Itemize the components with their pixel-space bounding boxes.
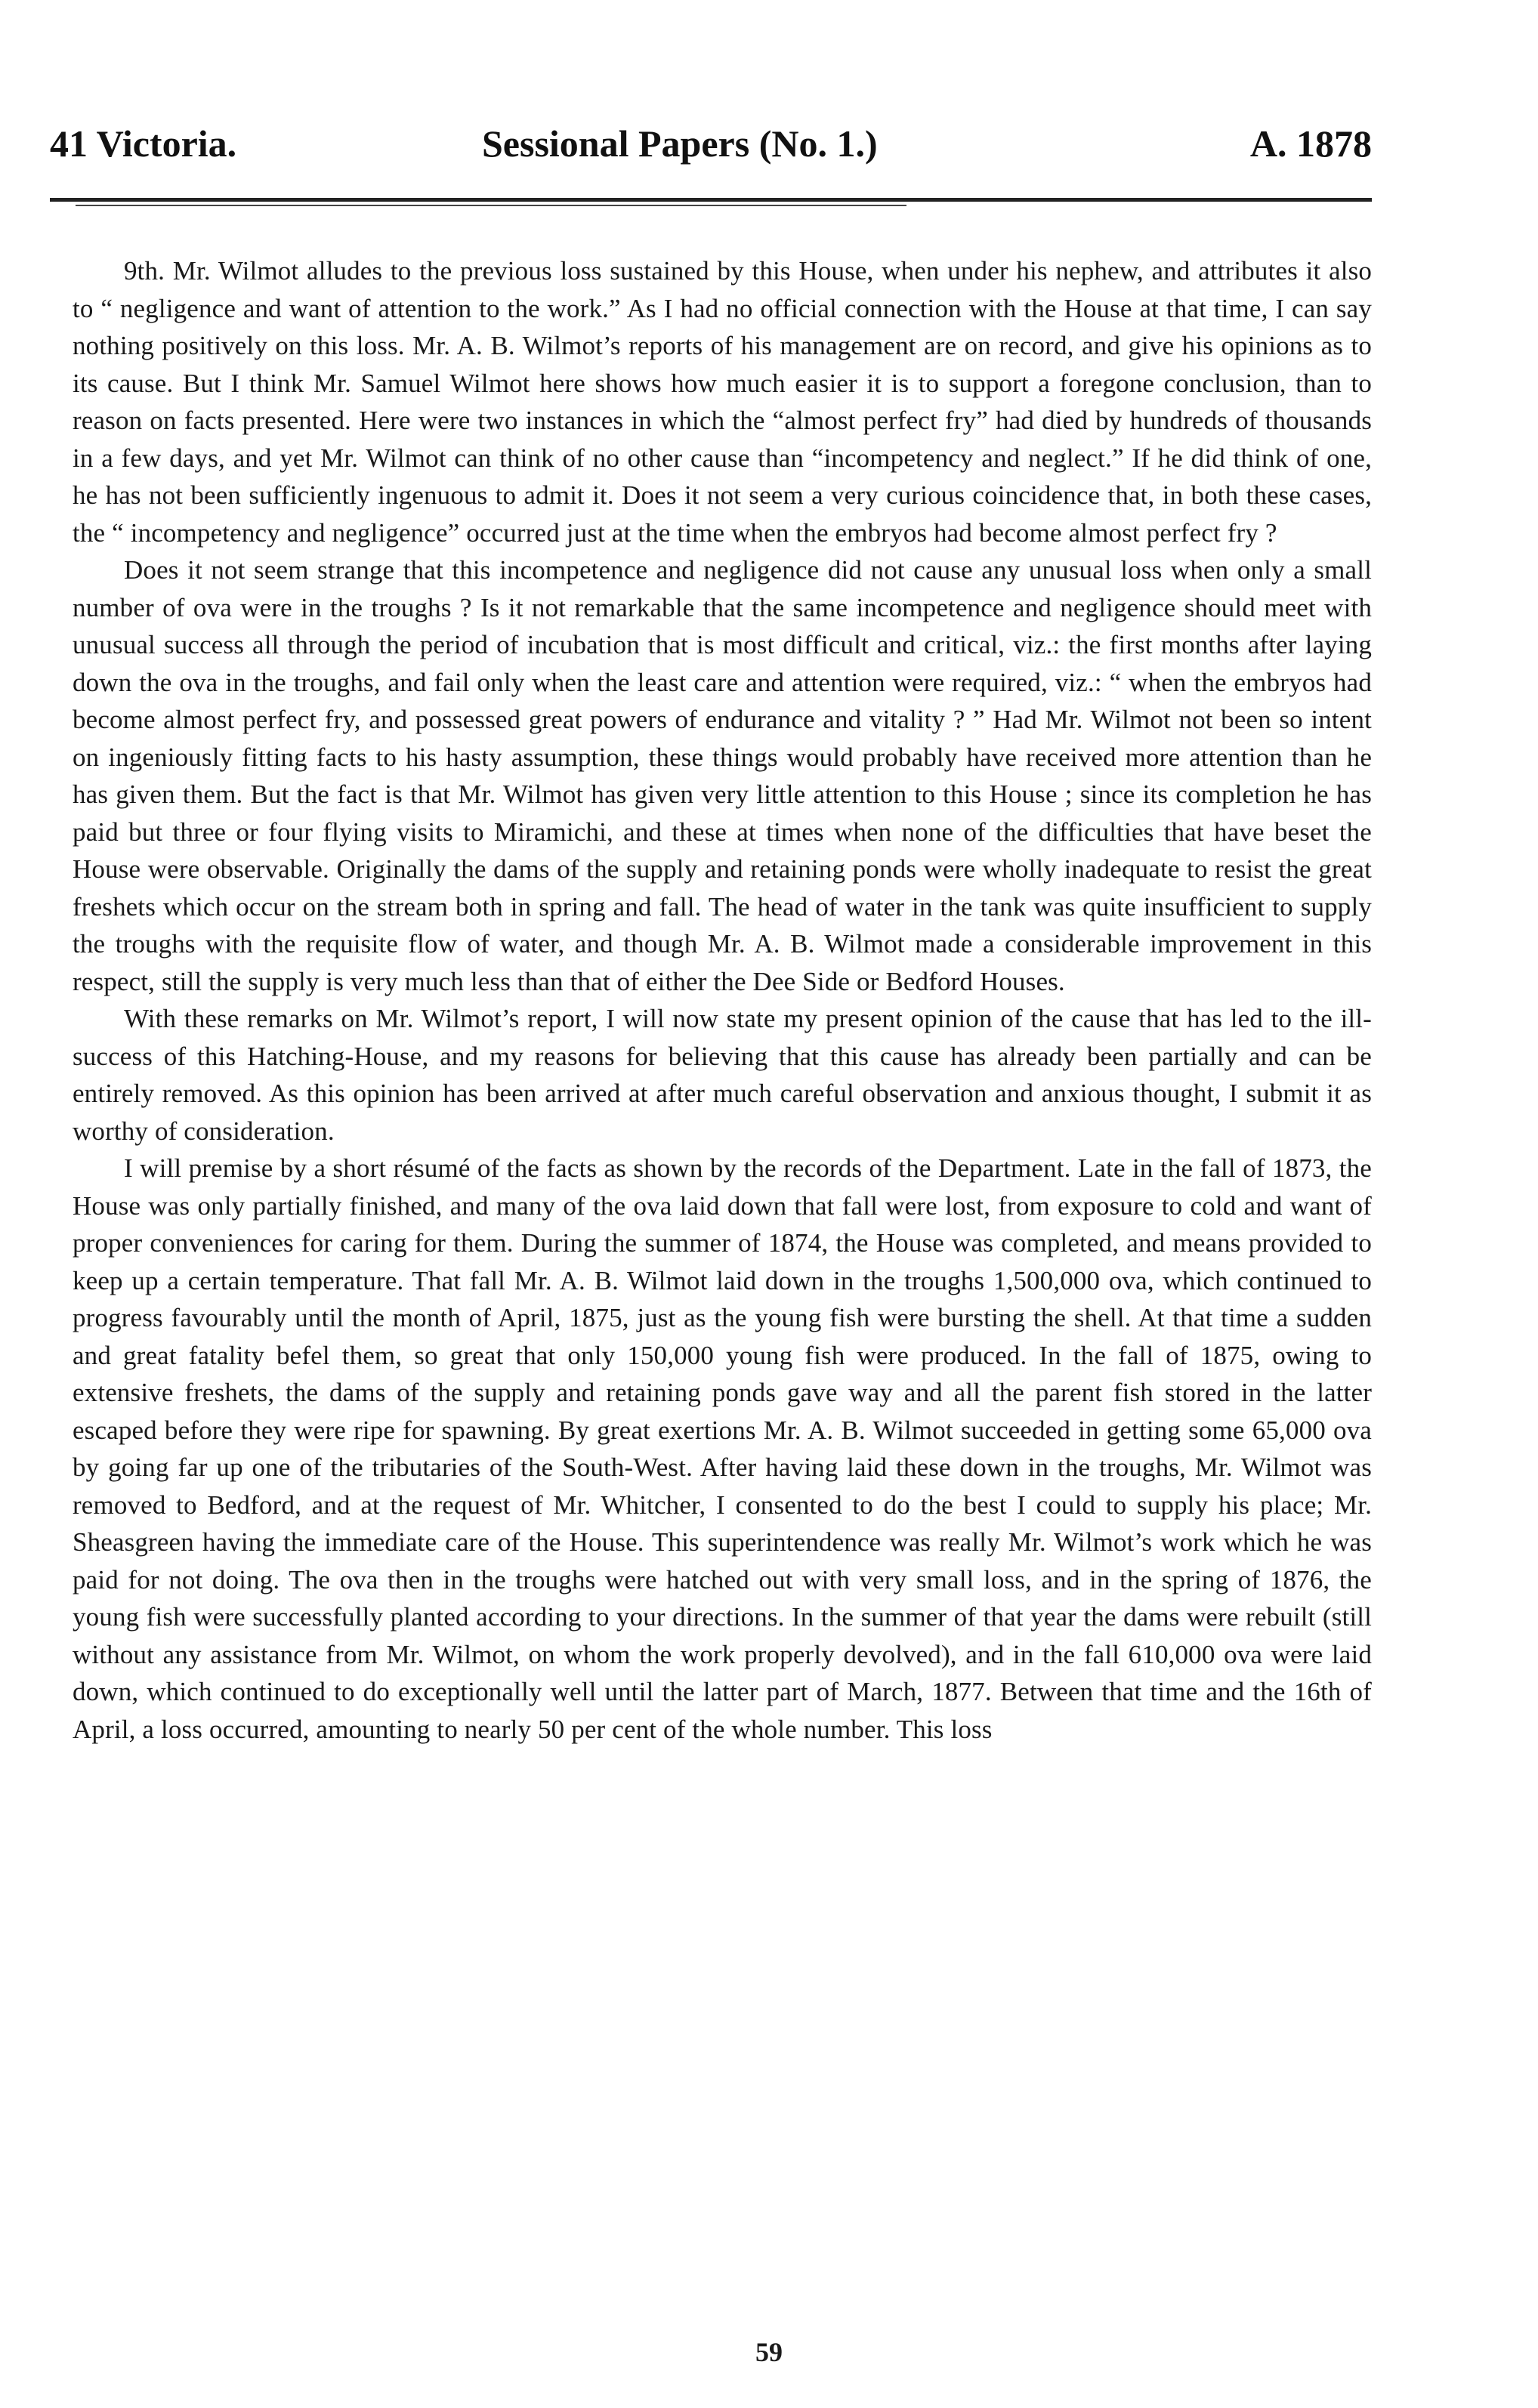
body-text [73, 252, 1372, 2322]
header-rule [50, 198, 1372, 202]
paragraph-3: With these remarks on Mr. Wilmot’s report, I will now state my present opinion of the cause that has led to the ill-success of this Hatching-House, and my reasons for believing that this cause has already been partially and can be entirely removed. As this opinion has been arrived at after much careful observation and anxious thought, I submit it as worthy of consideration. [73, 1004, 1372, 1146]
paragraph-1: 9th. Mr. Wilmot alludes to the previous loss sustained by this House, when under his nephew, and attributes it also to “ negligence and want of attention to the work.” As I had no official connection with the House at that time, I can say nothing positively on this loss. Mr. A. B. Wilmot’s reports of his management are on record, and give his opinions as to its cause. But I think Mr. Samuel Wilmot here shows how much easier it is to support a foregone conclusion, than to reason on facts presented. Here were two instances in which the “almost perfect fry” had died by hundreds of thousands in a few days, and yet Mr. Wilmot can think of no other cause than “incompetency and neglect.” If he did think of one, he has not been sufficiently ingenuous to admit it. Does it not seem a very curious coincidence that, in both these cases, the “ incompetency and negligence” occurred just at the time when the embryos had become almost perfect fry ? [73, 256, 1372, 548]
paragraph-4: I will premise by a short résumé of the facts as shown by the records of the Department. Late in the fall of 1873, the House was only partially finished, and many of the ova laid down that fall were lost, from exposure to cold and want of proper conveniences for caring for them. During the summer of 1874, the House was completed, and means provided to keep up a certain temperature. That fall Mr. A. B. Wilmot laid down in the troughs 1,500,000 ova, which continued to progress favourably until the month of April, 1875, just as the young fish were bursting the shell. At that time a sudden and great fatality befel them, so great that only 150,000 young fish were produced. In the fall of 1875, owing to extensive freshets, the dams of the supply and retaining ponds gave way and all the parent fish stored in the latter escaped before they were ripe for spawning. By great exertions Mr. A. B. Wilmot succeeded in getting some 65,000 ova by going far up one of the tributaries of the South-West. After having laid these down in the troughs, Mr. Wilmot was removed to Bedford, and at the request of Mr. Whitcher, I consented to do the best I could to supply his place; Mr. Sheasgreen having the immediate care of the House. This superintendence was really Mr. Wilmot’s work which he was paid for not doing. The ova then in the troughs were hatched out with very small loss, and in the spring of 1876, the young fish were successfully planted according to your directions. In the summer of that year the dams were rebuilt (still without any assistance from Mr. Wilmot, on whom the work properly devolved), and in the fall 610,000 ova were laid down, which continued to do exceptionally well until the latter part of March, 1877. Between that time and the 16th of April, a loss occurred, amounting to nearly 50 per cent of the whole number. This loss [73, 1153, 1372, 1744]
running-header [50, 113, 1372, 174]
header-rule-thin [76, 205, 906, 206]
page-number: 59 [755, 2337, 783, 2367]
header-session: 41 Victoria. [50, 122, 237, 165]
paragraph-2: Does it not seem strange that this incompetence and negligence did not cause any unusual loss when only a small number of ova were in the troughs ? Is it not remarkable that the same incompetence and negligence should meet with unusual success all through the period of incubation that is most difficult and critical, viz.: the first months after laying down the ova in the troughs, and fail only when the least care and attention were required, viz.: “ when the embryos had become almost perfect fry, and possessed great powers of endurance and vitality ? ” Had Mr. Wilmot not been so intent on ingeniously fitting facts to his hasty assumption, these things would probably have received more attention than he has given them. But the fact is that Mr. Wilmot has given very little attention to this House ; since its completion he has paid but three or four flying visits to Miramichi, and these at times when none of the difficulties that have beset the House were observable. Originally the dams of the supply and retaining ponds were wholly inadequate to resist the great freshets which occur on the stream both in spring and fall. The head of water in the tank was quite insufficient to supply the troughs with the requisite flow of water, and though Mr. A. B. Wilmot made a considerable improvement in this respect, still the supply is very much less than that of either the Dee Side or Bedford Houses. [73, 555, 1372, 996]
header-year: A. 1878 [1249, 122, 1372, 165]
header-title: Sessional Papers (No. 1.) [482, 122, 878, 165]
